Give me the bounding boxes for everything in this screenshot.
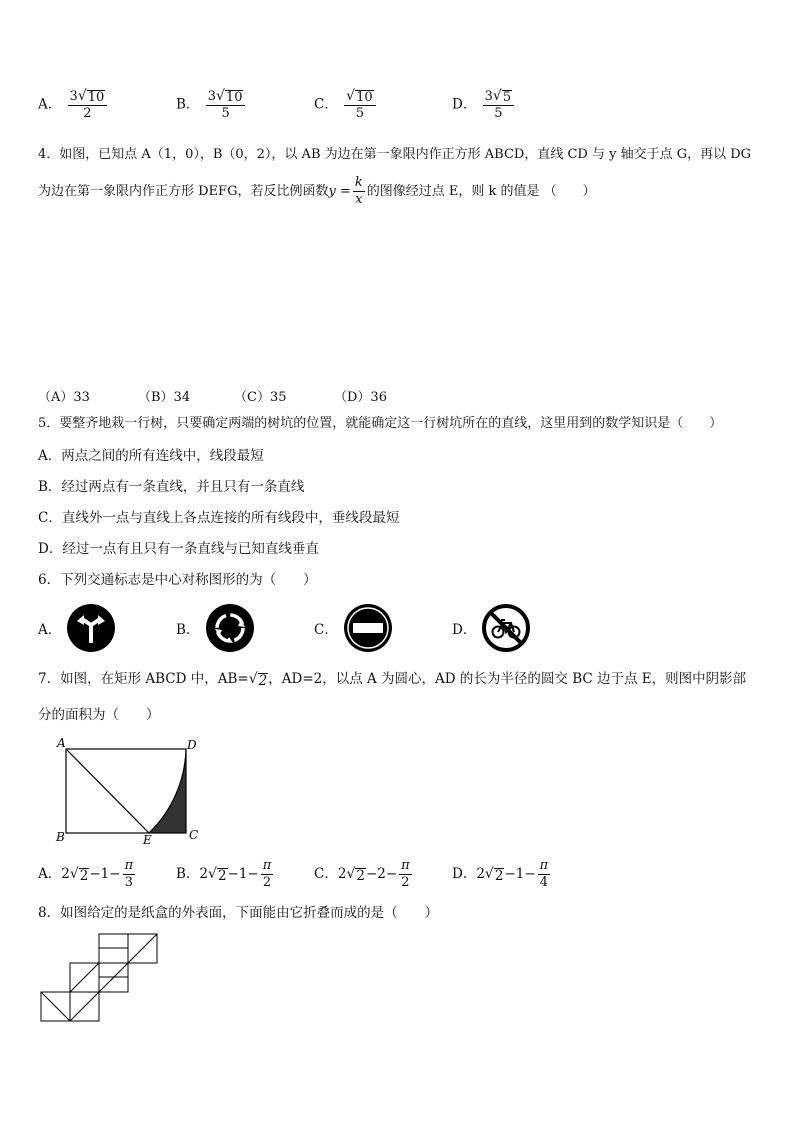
- q3-option-a: A． 3 √ 10 2: [38, 88, 109, 122]
- q3-c-fraction: √ 10 5: [344, 88, 375, 122]
- q5-option-d: D．经过一点有且只有一条直线与已知直线垂直: [38, 541, 319, 557]
- q3-d-fraction: 3 √ 5 5: [483, 88, 514, 122]
- q5-option-b: B．经过两点有一条直线，并且只有一条直线: [38, 479, 305, 495]
- q5-option-c: C．直线外一点与直线上各点连接的所有线段中，垂线段最短: [38, 510, 400, 526]
- q3-a-fraction: 3 √ 10 2: [68, 88, 108, 122]
- q7-option-a: A．2 √ 2 −1− $\frac{\pi}{3}$: [38, 858, 134, 890]
- no-bicycle-sign-icon: [481, 603, 531, 653]
- q7-label-d: D: [187, 738, 197, 752]
- q7-shaded-region: [149, 749, 186, 833]
- q4-func-fraction: $\frac{k}{x}$: [354, 175, 363, 207]
- q3-option-c: C． √ 10 5: [314, 88, 378, 122]
- q3-option-d: D． 3 √ 5 5: [452, 88, 516, 122]
- q4-line2: 为边在第一象限内作正方形 DEFG，若反比例函数y = $\frac{k}{x}$ 的图像经过点 E，则 k 的值是 （ ）: [38, 175, 596, 207]
- q7-line2: 分的面积为（ ）: [38, 707, 160, 723]
- q5-option-a: A．两点之间的所有连线中，线段最短: [38, 448, 264, 464]
- q7-option-b: B．2 √ 2 −1− $\frac{\pi}{2}$: [176, 858, 272, 890]
- q7-option-d: D．2 √ 2 −1− $\frac{\pi}{4}$: [452, 858, 549, 890]
- q7-ab-sqrt: √ 2: [248, 671, 268, 689]
- q4-option-d: （D）36: [334, 390, 387, 405]
- roundabout-sign-icon: [205, 603, 255, 653]
- q7-option-c: C．2 √ 2 −2− $\frac{\pi}{2}$: [314, 858, 410, 890]
- q8-stem: 8．如图给定的是纸盒的外表面，下面能由它折叠而成的是（ ）: [38, 905, 439, 921]
- turn-left-right-sign-icon: [66, 603, 116, 653]
- q7-label-e: E: [143, 833, 152, 845]
- q5-stem: 5．要整齐地栽一行树，只要确定两端的树坑的位置，就能确定这一行树坑所在的直线，这里用到的数学知识是（ ）: [38, 416, 723, 431]
- q7-line1: 7．如图，在矩形 ABCD 中，AB= √ 2 ，AD=2，以点 A 为圆心，AD 的长为半径的圆交 BC 边于点 E，则图中阴影部: [38, 671, 747, 689]
- q3-b-fraction: 3 √ 10 5: [206, 88, 246, 122]
- q4-option-a: （A）33: [38, 390, 90, 405]
- q6-option-d-label: D．: [452, 622, 477, 638]
- q4-line1: 4．如图，已知点 A（1，0），B（0，2），以 AB 为边在第一象限内作正方形 ABCD，直线 CD 与 y 轴交于点 G，再以 DG: [38, 147, 752, 162]
- q3-option-b: B． 3 √ 10 5: [176, 88, 247, 122]
- q6-option-b-label: B．: [176, 622, 200, 638]
- no-entry-sign-icon: [343, 603, 393, 653]
- q4-option-b: （B）34: [138, 390, 191, 405]
- q6-stem: 6．下列交通标志是中心对称图形的为（ ）: [38, 572, 317, 588]
- q7-label-c: C: [189, 828, 199, 842]
- q7-label-b: B: [56, 830, 65, 844]
- q7-label-a: A: [57, 736, 66, 750]
- q8-box-net-figure: [36, 932, 166, 1027]
- q6-option-c-label: C．: [314, 622, 338, 638]
- q7-rectangle-figure: [55, 735, 203, 845]
- q4-option-c: （C）35: [234, 390, 287, 405]
- q6-option-a-label: A．: [38, 622, 62, 638]
